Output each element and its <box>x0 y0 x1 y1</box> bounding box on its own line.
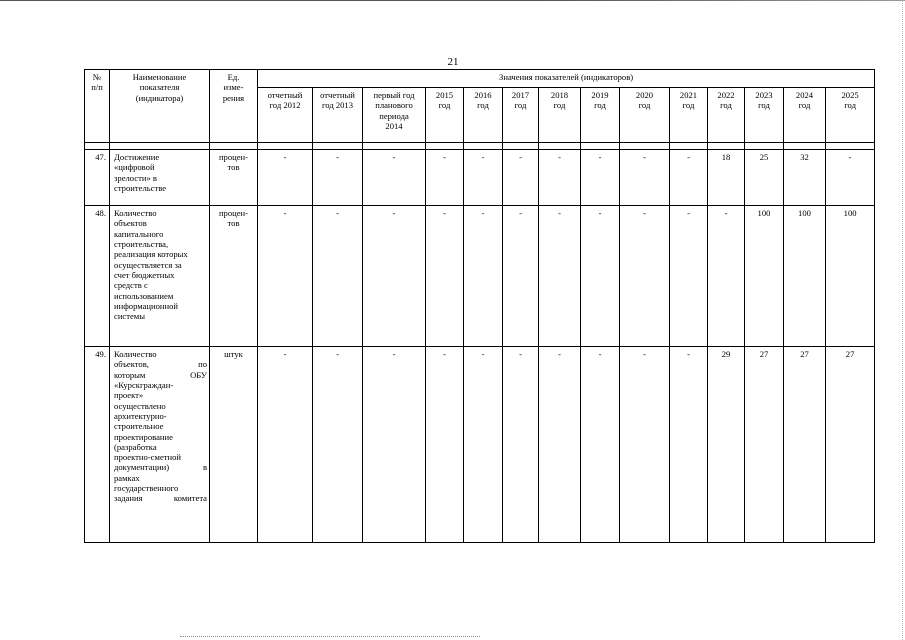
table-row <box>85 150 875 206</box>
header-row-top <box>85 70 875 88</box>
header-year-line: 2017 <box>511 90 530 100</box>
header-unit-line: рения <box>222 92 245 103</box>
indicator-name-line: «цифровой <box>114 162 155 173</box>
indicator-name-word: документации) <box>114 462 170 473</box>
header-year-line: год 2013 <box>321 100 354 111</box>
indicator-name-line: объектов <box>114 218 147 229</box>
header-year-line: 2021 <box>679 90 698 100</box>
value-cell: 27 <box>826 347 875 543</box>
header-year-line: 2024 <box>795 90 814 100</box>
value-cell: - <box>620 150 670 206</box>
header-year-line: год <box>553 100 566 111</box>
header-year <box>464 88 503 143</box>
indicator-name-line: осуществляется за <box>114 259 182 270</box>
scan-edge-bottom <box>180 636 480 638</box>
unit-cell <box>210 206 258 347</box>
header-name <box>110 70 210 143</box>
separator-cell <box>503 143 539 150</box>
header-year <box>363 88 426 143</box>
indicator-name-line: строительстве <box>114 182 167 193</box>
value-cell: - <box>503 150 539 206</box>
scan-edge-right <box>902 0 904 640</box>
header-year <box>313 88 363 143</box>
table-row <box>85 347 875 543</box>
header-year-line: год <box>638 100 651 111</box>
header-year <box>826 88 875 143</box>
value-cell: - <box>313 150 363 206</box>
header-year-line: год <box>844 100 856 111</box>
indicator-name-line: счет бюджетных <box>114 269 175 280</box>
value-cell: - <box>313 347 363 543</box>
header-values-group: Значения показателей (индикаторов) <box>258 70 875 88</box>
value-cell: 27 <box>745 347 784 543</box>
indicator-name-line: рамках <box>114 472 140 483</box>
separator-cell <box>464 143 503 150</box>
header-year-line: год <box>758 100 770 111</box>
indicator-name <box>110 206 210 347</box>
header-year <box>620 88 670 143</box>
row-number: 49. <box>85 347 110 543</box>
indicator-name-word: по <box>198 359 207 370</box>
indicator-name-line: Количество <box>114 208 157 218</box>
header-year-line: 2014 <box>385 120 403 131</box>
separator-cell <box>426 143 464 150</box>
value-cell: - <box>620 347 670 543</box>
value-cell: - <box>539 347 581 543</box>
value-cell: - <box>503 347 539 543</box>
header-num-line: № <box>92 72 102 82</box>
value-cell: - <box>363 347 426 543</box>
indicator-name-line: средств с <box>114 280 148 291</box>
separator-cell <box>784 143 826 150</box>
value-cell: 100 <box>784 206 826 347</box>
value-cell: 27 <box>784 347 826 543</box>
unit-line: штук <box>224 349 243 359</box>
header-year <box>426 88 464 143</box>
header-year-line: год <box>594 100 606 111</box>
value-cell: 29 <box>708 347 745 543</box>
value-cell: - <box>581 206 620 347</box>
indicator-name-justified-line <box>114 462 207 472</box>
header-year-line: год <box>514 100 527 111</box>
header-year-line: год <box>798 100 811 111</box>
indicator-name-word: объектов, <box>114 359 149 370</box>
header-year-line: 2018 <box>550 90 569 100</box>
indicator-name-line: строительное <box>114 421 164 432</box>
indicator-name <box>110 347 210 543</box>
header-year-line: год <box>477 100 489 111</box>
header-year-line: 2022 <box>717 90 735 100</box>
header-year-line: 2025 <box>841 90 859 100</box>
indicator-name-line: «Курскграждан- <box>114 379 174 390</box>
header-year <box>539 88 581 143</box>
header-unit-line: изме- <box>223 82 244 93</box>
header-year <box>745 88 784 143</box>
value-cell: - <box>581 347 620 543</box>
table-row <box>85 206 875 347</box>
value-cell: - <box>670 206 708 347</box>
indicator-name-line: осуществлено <box>114 400 166 411</box>
header-num-line: п/п <box>91 82 103 93</box>
separator-cell <box>210 143 258 150</box>
value-cell: - <box>464 206 503 347</box>
value-cell: - <box>426 206 464 347</box>
indicator-name-word: ОБУ <box>190 369 207 380</box>
indicator-name-justified-line <box>114 493 207 503</box>
unit-line: процен- <box>218 152 249 162</box>
value-cell: - <box>539 150 581 206</box>
header-year-line: планового <box>375 100 413 111</box>
value-cell: - <box>258 347 313 543</box>
header-year <box>503 88 539 143</box>
value-cell: 18 <box>708 150 745 206</box>
indicator-name-line: использованием <box>114 290 174 301</box>
unit-line: тов <box>227 218 240 229</box>
separator-cell <box>363 143 426 150</box>
indicator-name-line: Количество <box>114 349 157 359</box>
indicator-name-line: проектно-сметной <box>114 452 182 463</box>
value-cell: - <box>426 347 464 543</box>
indicator-table <box>84 69 875 543</box>
separator-cell <box>313 143 363 150</box>
header-year <box>258 88 313 143</box>
value-cell: - <box>464 347 503 543</box>
header-year-line: 2016 <box>474 90 492 100</box>
row-number: 48. <box>85 206 110 347</box>
value-cell: - <box>708 206 745 347</box>
separator-cell <box>620 143 670 150</box>
value-cell: 32 <box>784 150 826 206</box>
value-cell: - <box>670 150 708 206</box>
value-cell: - <box>313 206 363 347</box>
separator-cell <box>745 143 784 150</box>
value-cell: - <box>426 150 464 206</box>
header-year-line: 2019 <box>591 90 609 100</box>
separator-cell <box>258 143 313 150</box>
header-year-line: год <box>438 100 451 111</box>
value-cell: - <box>464 150 503 206</box>
indicator-name-word: задания <box>114 493 143 504</box>
separator-cell <box>85 143 110 150</box>
value-cell: 25 <box>745 150 784 206</box>
header-name-line: Наименование <box>132 72 187 82</box>
indicator-name-line: информационной <box>114 300 179 311</box>
indicator-name <box>110 150 210 206</box>
indicator-name-line: архитектурно- <box>114 410 167 421</box>
separator-row <box>85 143 875 150</box>
indicator-name-line: капитального <box>114 228 164 239</box>
indicator-name-line: строительства, <box>114 238 169 249</box>
header-year-line: периода <box>379 110 409 121</box>
header-year-line: 2023 <box>755 90 773 100</box>
separator-cell <box>539 143 581 150</box>
header-year-line: 2020 <box>635 90 654 100</box>
header-year-line: отчетный <box>320 90 355 100</box>
value-cell: - <box>539 206 581 347</box>
indicator-name-word: в <box>202 462 207 473</box>
value-cell: - <box>581 150 620 206</box>
header-year-line: год 2012 <box>269 100 301 111</box>
unit-line: процен- <box>218 208 249 218</box>
header-year <box>670 88 708 143</box>
unit-cell <box>210 347 258 543</box>
value-cell: - <box>670 347 708 543</box>
indicator-name-line: проект» <box>114 390 144 401</box>
header-year-line: год <box>682 100 695 111</box>
indicator-name-line: (разработка <box>114 441 157 452</box>
header-year-line: первый год <box>373 90 415 100</box>
indicator-name-line: реализация которых <box>114 249 188 260</box>
header-year-line: 2015 <box>435 90 454 100</box>
header-unit <box>210 70 258 143</box>
page-number: 21 <box>447 56 459 68</box>
header-num <box>85 70 110 143</box>
value-cell: - <box>258 150 313 206</box>
indicator-name-line: проектирование <box>114 431 173 442</box>
value-cell: - <box>503 206 539 347</box>
value-cell: - <box>258 206 313 347</box>
value-cell: - <box>363 150 426 206</box>
separator-cell <box>708 143 745 150</box>
header-year <box>784 88 826 143</box>
row-number: 47. <box>85 150 110 206</box>
value-cell: - <box>363 206 426 347</box>
unit-line: тов <box>227 162 240 173</box>
indicator-name-line: Достижение <box>114 152 160 162</box>
indicator-name-justified-line <box>114 370 207 380</box>
header-year-line: отчетный <box>267 90 303 100</box>
separator-cell <box>581 143 620 150</box>
indicator-name-line: зрелости» в <box>114 172 157 183</box>
scan-edge-top <box>0 0 905 1</box>
header-year <box>708 88 745 143</box>
indicator-name-line: системы <box>114 311 146 322</box>
indicator-name-word: которым <box>114 369 146 380</box>
header-year <box>581 88 620 143</box>
separator-cell <box>110 143 210 150</box>
indicator-name-justified-line <box>114 359 207 369</box>
value-cell: - <box>826 150 875 206</box>
value-cell: 100 <box>745 206 784 347</box>
header-year-line: год <box>720 100 732 111</box>
value-cell: 100 <box>826 206 875 347</box>
unit-cell <box>210 150 258 206</box>
header-name-line: (индикатора) <box>135 92 184 103</box>
separator-cell <box>670 143 708 150</box>
header-name-line: показателя <box>139 82 180 93</box>
value-cell: - <box>620 206 670 347</box>
header-unit-line: Ед. <box>227 72 240 82</box>
indicator-name-line: государственного <box>114 483 179 494</box>
separator-cell <box>826 143 875 150</box>
indicator-name-word: комитета <box>173 493 207 504</box>
